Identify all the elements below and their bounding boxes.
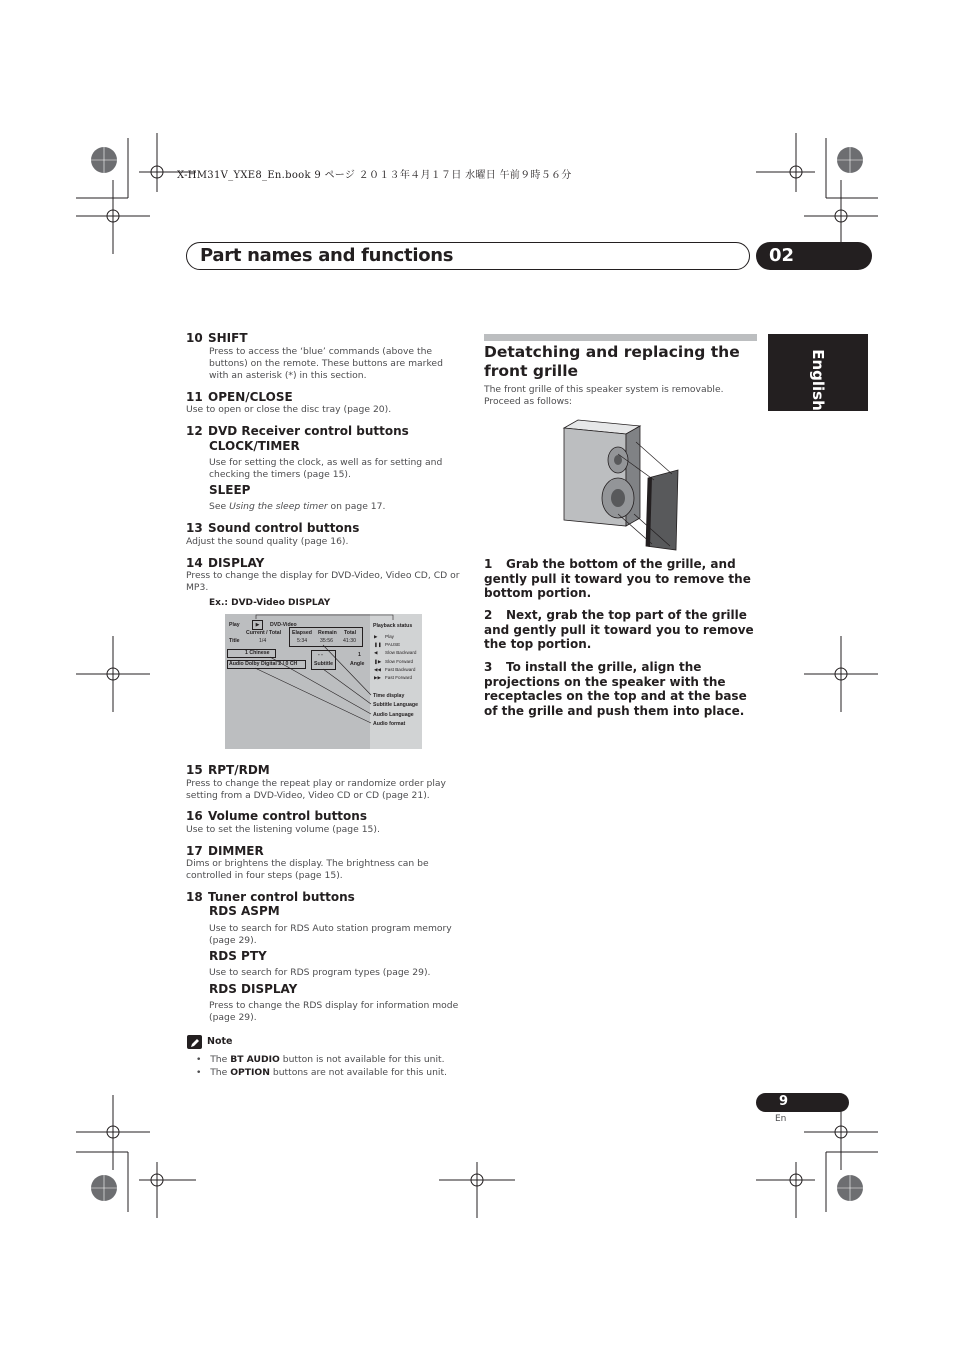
disp-title: Title: [229, 638, 240, 644]
callout-audio-language: Audio Language: [373, 712, 414, 718]
item-13-heading: 13 Sound control buttons: [186, 521, 360, 535]
page-number-badge: [756, 1093, 849, 1112]
disp-total: Total: [344, 630, 357, 636]
note-bullet-1: • The BT AUDIO button is not available for this unit.: [196, 1054, 445, 1065]
item-12-sub2-desc: See Using the sleep timer on page 17.: [209, 501, 386, 512]
item-12-sub-sleep: SLEEP: [209, 483, 251, 497]
disp-remain-val: 35:56: [320, 638, 333, 644]
note-bullet-2: • The OPTION buttons are not available for this unit.: [196, 1067, 447, 1078]
item-14-heading: 14 DISPLAY: [186, 556, 265, 570]
item-13-desc: Adjust the sound quality (page 16).: [186, 536, 349, 547]
page-title-bar: [186, 242, 750, 270]
display-example-caption: Ex.: DVD-Video DISPLAY: [209, 598, 331, 608]
disp-dvd-video: DVD-Video: [270, 622, 297, 628]
disp-playback-status: Playback status: [373, 623, 413, 629]
chapter-badge: [756, 242, 872, 270]
disp-total-val: 41:30: [343, 638, 356, 644]
disp-subtitle: Subtitle: [314, 661, 334, 667]
item-15-desc: Press to change the repeat play or randomize order play setting from a DVD-Video, Video CD or CD (page 21).: [186, 778, 446, 801]
disp-play: Play: [229, 622, 240, 628]
disp-audio-lang: 1 Chinese: [245, 650, 270, 656]
disp-angle-val: 1: [358, 652, 361, 658]
callout-audio-format: Audio format: [373, 721, 406, 727]
callout-lines: [225, 614, 422, 749]
item-14-desc: Press to change the display for DVD-Video, Video CD, CD or MP3.: [186, 570, 460, 593]
section-intro: The front grille of this speaker system is removable. Proceed as follows:: [484, 384, 724, 407]
section-bar: [484, 334, 757, 341]
page-number: 9: [779, 1094, 789, 1109]
item-18-sub1-desc: Use to search for RDS Auto station program memory (page 29).: [209, 923, 452, 946]
item-16-heading: 16 Volume control buttons: [186, 809, 367, 823]
item-12-sub-clock-timer: CLOCK/TIMER: [209, 439, 300, 453]
item-10-heading: 10 SHIFT: [186, 331, 248, 345]
item-11-heading: 11 OPEN/CLOSE: [186, 390, 293, 404]
disp-current-total: Current / Total: [246, 630, 282, 636]
item-12-sub1-desc: Use for setting the clock, as well as for setting and checking the timers (page 15).: [209, 457, 443, 480]
disp-elapsed-val: 5:34: [297, 638, 308, 644]
pencil-icon: [187, 1036, 202, 1050]
item-11-desc: Use to open or close the disc tray (page 20).: [186, 404, 392, 415]
speaker-grille-illustration: [558, 418, 682, 552]
disp-status-icons: ▶ ❚❚ ◀ ❚▶ ◀◀ ▶▶: [374, 634, 382, 681]
item-18-sub2-desc: Use to search for RDS program types (page 29).: [209, 967, 431, 978]
item-10-desc: Press to access the ‘blue’ commands (above the buttons) on the remote. These buttons are marked with an asterisk (*) in this section.: [209, 346, 443, 381]
disp-subtitle-val: - -: [318, 652, 323, 658]
disp-audio-format: Audio Dolby Digital 2 / 0 CH: [229, 661, 298, 667]
chapter-number: 02: [769, 245, 795, 266]
note-label: Note: [207, 1036, 233, 1047]
section-title: Detatching and replacing the front grille: [484, 343, 740, 380]
item-18-heading: 18 Tuner control buttons: [186, 890, 355, 904]
disp-play-icon: ▶: [252, 620, 263, 630]
file-header: X-HM31V_YXE8_En.book 9 ページ ２０１３年４月１７日 水曜日 午前９時５６分: [177, 170, 572, 181]
disp-title-val: 1/4: [259, 638, 267, 644]
note-icon: [187, 1035, 202, 1049]
item-16-desc: Use to set the listening volume (page 15).: [186, 824, 380, 835]
item-18-sub-rds-aspm: RDS ASPM: [209, 904, 280, 918]
item-15-heading: 15 RPT/RDM: [186, 763, 270, 777]
page-title: Part names and functions: [200, 245, 454, 266]
disp-elapsed: Elapsed: [292, 630, 312, 636]
item-18-sub-rds-display: RDS DISPLAY: [209, 982, 298, 996]
step-1: 1 Grab the bottom of the grille, and gently pull it toward you to remove the bottom portion.: [484, 557, 751, 600]
disp-angle: Angle: [350, 661, 365, 667]
language-tab-label: English: [809, 349, 827, 411]
item-17-desc: Dims or brightens the display. The brightness can be controlled in four steps (page 15).: [186, 858, 429, 881]
item-17-heading: 17 DIMMER: [186, 844, 264, 858]
page-lang: En: [775, 1114, 787, 1124]
step-2: 2 Next, grab the top part of the grille and gently pull it toward you to remove the top portion.: [484, 608, 754, 651]
disp-remain: Remain: [318, 630, 337, 636]
item-18-sub3-desc: Press to change the RDS display for information mode (page 29).: [209, 1000, 459, 1023]
callout-subtitle-language: Subtitle Language: [373, 702, 418, 708]
item-12-heading: 12 DVD Receiver control buttons: [186, 424, 409, 438]
step-3: 3 To install the grille, align the projections on the speaker with the receptacles on the top and at the base of the grille and push them into place.: [484, 660, 747, 718]
disp-status-labels: Play PAUSE Slow Backward Slow Forward Fast Backward Fast Forward: [385, 634, 417, 681]
callout-time-display: Time display: [373, 693, 405, 699]
item-18-sub-rds-pty: RDS PTY: [209, 949, 267, 963]
language-tab: [768, 334, 868, 411]
dvd-display-diagram: [225, 614, 422, 749]
